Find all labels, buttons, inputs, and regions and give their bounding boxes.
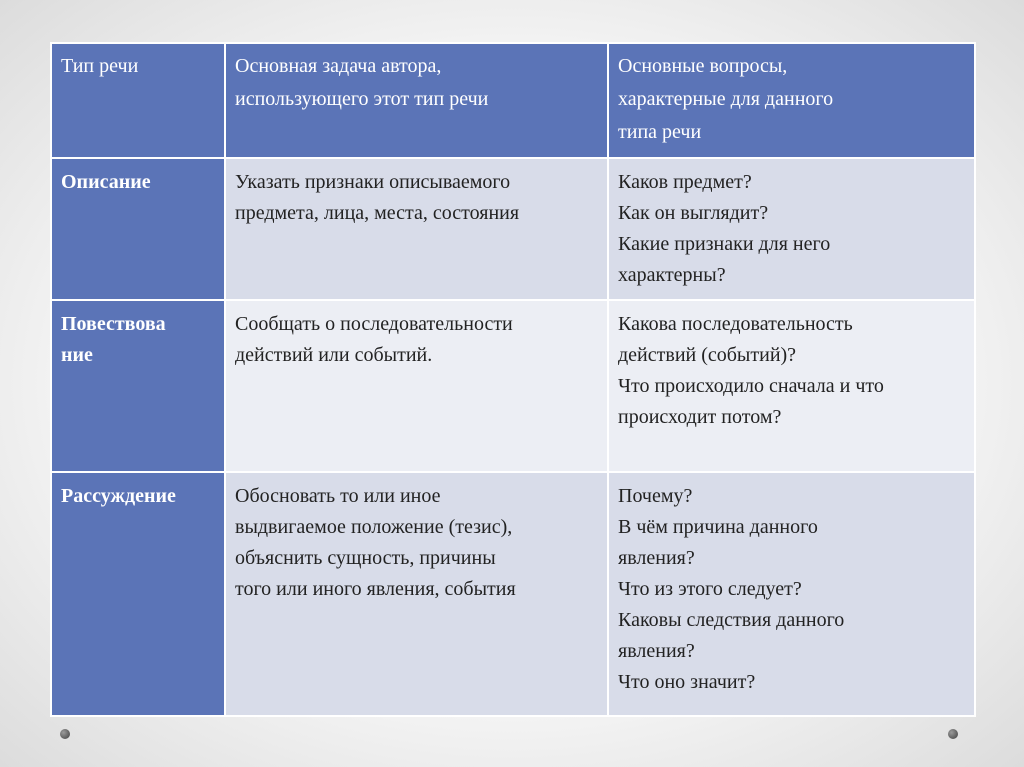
question-text-line: Каков предмет? bbox=[618, 171, 752, 193]
type-label: ние bbox=[61, 344, 93, 366]
header-main-questions bbox=[608, 43, 975, 158]
header-text-line: характерные для данного bbox=[618, 88, 834, 110]
task-cell bbox=[225, 300, 608, 472]
question-text-line: Каковы следствия данного bbox=[618, 609, 845, 631]
type-cell-narration bbox=[51, 300, 225, 472]
question-text-line: Какова последовательность bbox=[618, 313, 853, 335]
header-text-line: типа речи bbox=[618, 121, 702, 143]
type-cell-reasoning bbox=[51, 472, 225, 716]
question-text-line: явления? bbox=[618, 640, 695, 662]
type-label: Рассуждение bbox=[61, 485, 176, 507]
table-header-row bbox=[51, 43, 975, 158]
question-text-line: происходит потом? bbox=[618, 406, 782, 428]
task-cell bbox=[225, 158, 608, 300]
task-text-line: объяснить сущность, причины bbox=[235, 547, 496, 569]
type-label: Описание bbox=[61, 171, 151, 193]
question-text-line: Какие признаки для него bbox=[618, 233, 831, 255]
task-text-line: Сообщать о последовательности bbox=[235, 313, 513, 335]
questions-cell bbox=[608, 472, 975, 716]
task-cell bbox=[225, 472, 608, 716]
questions-cell bbox=[608, 158, 975, 300]
task-text-line: Указать признаки описываемого bbox=[235, 171, 511, 193]
type-label: Повествова bbox=[61, 313, 166, 335]
header-text-line: Основные вопросы, bbox=[618, 55, 788, 77]
task-text-line: предмета, лица, места, состояния bbox=[235, 202, 520, 224]
header-speech-type bbox=[51, 43, 225, 158]
question-text-line: Что оно значит? bbox=[618, 671, 756, 693]
speech-types-table bbox=[50, 42, 976, 717]
decorative-dot-right bbox=[948, 729, 958, 739]
header-text-line: использующего этот тип речи bbox=[235, 88, 489, 110]
table-row bbox=[51, 300, 975, 472]
task-text-line: выдвигаемое положение (тезис), bbox=[235, 516, 513, 538]
task-text-line: того или иного явления, события bbox=[235, 578, 516, 600]
questions-cell bbox=[608, 300, 975, 472]
question-text-line: В чём причина данного bbox=[618, 516, 818, 538]
header-text-line: Тип речи bbox=[61, 55, 139, 77]
question-text-line: Как он выглядит? bbox=[618, 202, 769, 224]
type-cell-description bbox=[51, 158, 225, 300]
question-text-line: характерны? bbox=[618, 264, 726, 286]
task-text-line: Обосновать то или иное bbox=[235, 485, 441, 507]
question-text-line: явления? bbox=[618, 547, 695, 569]
decorative-dot-left bbox=[60, 729, 70, 739]
header-author-task bbox=[225, 43, 608, 158]
task-text-line: действий или событий. bbox=[235, 344, 433, 366]
table-row bbox=[51, 472, 975, 716]
table-row bbox=[51, 158, 975, 300]
question-text-line: Что происходило сначала и что bbox=[618, 375, 884, 397]
question-text-line: Что из этого следует? bbox=[618, 578, 802, 600]
header-text-line: Основная задача автора, bbox=[235, 55, 442, 77]
question-text-line: Почему? bbox=[618, 485, 693, 507]
question-text-line: действий (событий)? bbox=[618, 344, 797, 366]
